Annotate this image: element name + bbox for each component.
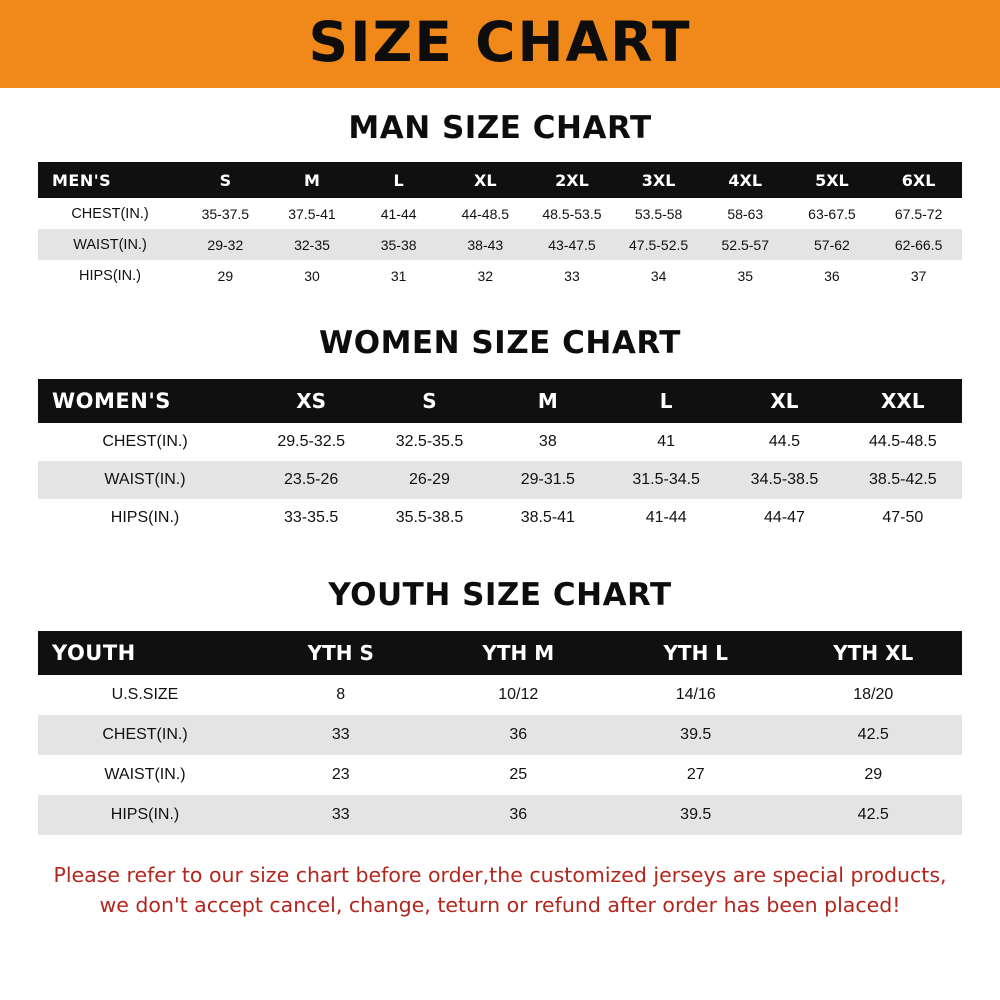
cell-value: 44.5-48.5: [869, 433, 937, 450]
cell-value: 36: [824, 267, 840, 284]
cell-value: 29: [864, 766, 883, 783]
cell-value: 62-66.5: [894, 236, 943, 253]
cell-value: 33: [331, 726, 350, 743]
cell-value: 39.5: [680, 726, 712, 743]
table-row: [38, 461, 962, 499]
cell-value: 25: [509, 766, 528, 783]
cell-value: 27: [686, 766, 705, 783]
table-row: [38, 675, 962, 715]
cell-value: 38.5-41: [520, 509, 575, 526]
cell-value: 26-29: [409, 471, 450, 488]
women-table-body: [38, 423, 962, 537]
column-header-1: YTH S: [307, 641, 374, 665]
youth-table-header: [38, 631, 962, 675]
cell-value: 33-35.5: [284, 509, 339, 526]
cell-value: 32: [477, 267, 494, 284]
cell-value: 43-47.5: [548, 236, 596, 253]
footer-note-line-2: we don't accept cancel, change, teturn or refund after order has been placed!: [99, 892, 901, 917]
column-header-6: 3XL: [641, 170, 676, 190]
cell-value: 18/20: [853, 686, 894, 703]
cell-value: 41-44: [645, 509, 687, 526]
cell-value: 23: [331, 766, 350, 783]
cell-value: 44.5: [768, 433, 801, 450]
table-row: [38, 198, 962, 229]
table-header-row: [38, 162, 962, 198]
cell-value: 53.5-58: [634, 205, 683, 222]
column-header-8: 5XL: [815, 170, 849, 190]
table-header-row: [38, 631, 962, 675]
column-header-1: S: [219, 170, 232, 190]
column-header-9: 6XL: [901, 170, 936, 190]
youth-section-title: YOUTH SIZE CHART: [328, 577, 672, 613]
cell-value: 33: [564, 267, 580, 284]
column-header-4: XL: [474, 170, 497, 190]
cell-value: 38.5-42.5: [869, 471, 937, 488]
cell-value: 30: [304, 267, 320, 284]
table-row: [38, 795, 962, 835]
row-label: CHEST(IN.): [102, 433, 188, 450]
table-row: [38, 423, 962, 461]
women-size-table: [38, 379, 962, 537]
table-row: [38, 229, 962, 260]
cell-value: 29-31.5: [520, 471, 575, 488]
cell-value: 67.5-72: [894, 205, 943, 222]
table-row: [38, 499, 962, 537]
column-header-4: L: [659, 389, 673, 413]
table-row: [38, 715, 962, 755]
cell-value: 31: [390, 267, 407, 284]
cell-value: 34: [650, 267, 667, 284]
table-row: [38, 260, 962, 291]
column-header-5: 2XL: [555, 170, 589, 190]
cell-value: 41: [657, 433, 676, 450]
cell-value: 29: [217, 267, 234, 284]
row-head-label: MEN'S: [52, 170, 112, 190]
header-banner: [0, 0, 1000, 88]
table-header-row: [38, 379, 962, 423]
footer-note: [18, 861, 982, 920]
women-table-wrapper: [38, 379, 962, 537]
cell-value: 39.5: [680, 806, 712, 823]
row-label: HIPS(IN.): [78, 267, 142, 284]
man-table-header: [38, 162, 962, 198]
cell-value: 29.5-32.5: [277, 433, 345, 450]
column-header-3: L: [393, 170, 404, 190]
cell-value: 37: [910, 267, 927, 284]
cell-value: 35-38: [380, 236, 417, 253]
cell-value: 58-63: [727, 205, 764, 222]
column-header-5: XL: [770, 389, 799, 413]
row-label: CHEST(IN.): [71, 205, 149, 222]
cell-value: 44-48.5: [461, 205, 510, 222]
column-header-4: YTH XL: [833, 641, 914, 665]
women-section-title: WOMEN SIZE CHART: [319, 325, 681, 361]
man-table-body: [38, 198, 962, 291]
cell-value: 37.5-41: [288, 205, 336, 222]
column-header-3: YTH L: [663, 641, 729, 665]
cell-value: 42.5: [857, 726, 889, 743]
cell-value: 8: [336, 686, 346, 703]
cell-value: 23.5-26: [284, 471, 339, 488]
women-table-header: [38, 379, 962, 423]
cell-value: 36: [509, 806, 528, 823]
column-header-7: 4XL: [728, 170, 763, 190]
row-label: HIPS(IN.): [110, 509, 180, 526]
cell-value: 32-35: [294, 236, 330, 253]
cell-value: 33: [331, 806, 350, 823]
row-label: CHEST(IN.): [102, 726, 188, 743]
cell-value: 35.5-38.5: [395, 509, 464, 526]
youth-table-wrapper: [38, 631, 962, 835]
row-label: HIPS(IN.): [110, 806, 180, 823]
cell-value: 38-43: [467, 236, 504, 253]
man-section-title: MAN SIZE CHART: [348, 110, 652, 146]
column-header-2: YTH M: [482, 641, 555, 665]
cell-value: 41-44: [380, 205, 417, 222]
row-head-label: WOMEN'S: [52, 389, 171, 413]
table-row: [38, 755, 962, 795]
row-label: U.S.SIZE: [111, 686, 179, 703]
cell-value: 57-62: [814, 236, 850, 253]
cell-value: 47-50: [882, 509, 924, 526]
cell-value: 52.5-57: [721, 236, 769, 253]
cell-value: 31.5-34.5: [632, 471, 700, 488]
man-size-table: [38, 162, 962, 291]
column-header-3: M: [537, 389, 558, 413]
cell-value: 44-47: [764, 509, 805, 526]
cell-value: 32.5-35.5: [395, 433, 464, 450]
man-table-wrapper: [38, 162, 962, 291]
page-title: SIZE CHART: [308, 9, 692, 74]
cell-value: 14/16: [675, 686, 716, 703]
cell-value: 42.5: [857, 806, 889, 823]
cell-value: 10/12: [498, 686, 539, 703]
row-label: WAIST(IN.): [73, 236, 147, 253]
cell-value: 36: [509, 726, 528, 743]
column-header-1: XS: [296, 389, 327, 413]
cell-value: 29-32: [207, 236, 244, 253]
row-label: WAIST(IN.): [104, 471, 186, 488]
cell-value: 48.5-53.5: [542, 205, 602, 222]
youth-size-table: [38, 631, 962, 835]
footer-note-line-1: Please refer to our size chart before order,the customized jerseys are special products,: [53, 863, 947, 887]
column-header-6: XXL: [881, 389, 925, 413]
youth-table-body: [38, 675, 962, 835]
row-label: WAIST(IN.): [104, 766, 186, 783]
column-header-2: S: [422, 389, 437, 413]
cell-value: 63-67.5: [808, 205, 856, 222]
column-header-2: M: [304, 170, 320, 190]
cell-value: 35-37.5: [201, 205, 250, 222]
row-head-label: YOUTH: [52, 641, 136, 665]
cell-value: 47.5-52.5: [629, 236, 689, 253]
cell-value: 38: [538, 433, 557, 450]
cell-value: 35: [737, 267, 754, 284]
cell-value: 34.5-38.5: [750, 471, 819, 488]
